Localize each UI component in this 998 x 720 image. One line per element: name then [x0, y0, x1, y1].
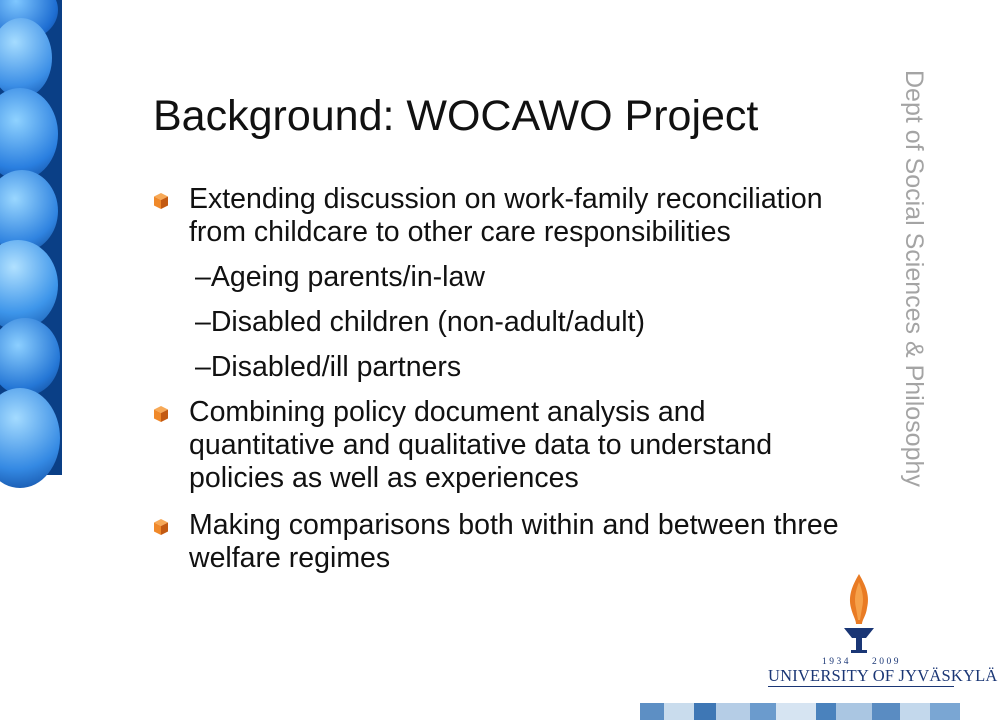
- torch-flame-icon: [836, 572, 882, 658]
- logo-year-end: 2009: [872, 657, 901, 667]
- bullet-text: Combining policy document analysis and quantitative and qualitative data to understand policies as well as experiences: [189, 396, 773, 494]
- bottom-strip-decoration: [640, 703, 960, 720]
- logo-underline: [768, 686, 954, 687]
- university-logo: [760, 572, 998, 700]
- slide-content: [153, 183, 858, 575]
- department-label: Dept of Social Sciences & Philosophy: [900, 70, 928, 487]
- bullet-text: Extending discussion on work-family reconciliation from childcare to other care responsibilities: [189, 183, 823, 248]
- bullet-item: [153, 396, 858, 495]
- bullet-item: [153, 183, 858, 249]
- cube-bullet-icon: [153, 405, 169, 423]
- bullet-item: [153, 509, 858, 575]
- slide-title: Background: WOCAWO Project: [153, 92, 759, 140]
- cube-bullet-icon: [153, 518, 169, 536]
- bullet-text: Making comparisons both within and between three welfare regimes: [189, 509, 839, 574]
- logo-year-start: 1934: [822, 657, 851, 667]
- sub-bullet-item: –Ageing parents/in-law: [195, 261, 485, 293]
- cube-bullet-icon: [153, 192, 169, 210]
- sub-bullet-item: –Disabled/ill partners: [195, 351, 462, 383]
- sub-bullet-item: –Disabled children (non-adult/adult): [195, 306, 645, 338]
- university-name: UNIVERSITY OF JYVÄSKYLÄ: [768, 666, 998, 685]
- pebbles-decoration: [0, 0, 62, 475]
